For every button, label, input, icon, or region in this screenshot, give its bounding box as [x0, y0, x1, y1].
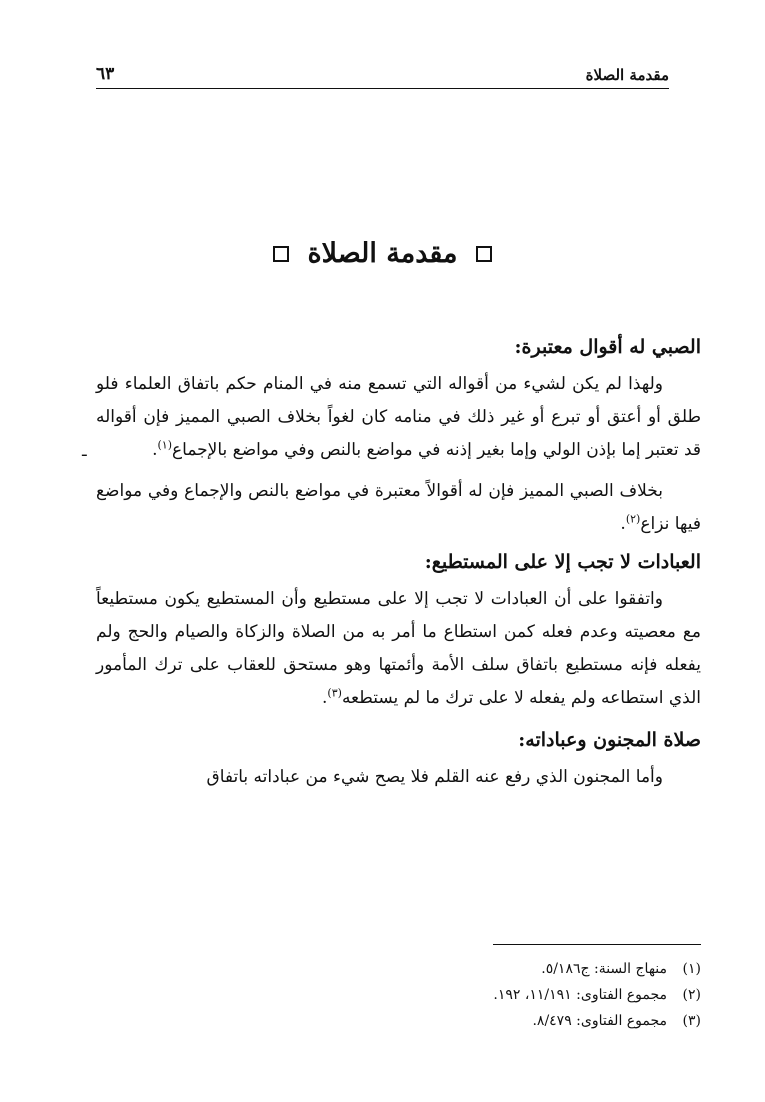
footnote-item — [96, 956, 701, 982]
footnote-ref[interactable]: (١) — [157, 438, 173, 452]
paragraph — [96, 761, 701, 794]
paragraph — [82, 368, 701, 467]
paragraph-text: بخلاف الصبي المميز فإن له أقوالاً معتبرة في مواضع بالنص والإجماع وفي مواضع فيها نزاع — [96, 481, 701, 534]
margin-mark: ـ — [82, 441, 87, 460]
footnotes — [96, 956, 701, 1034]
section-boy-statements — [82, 336, 701, 541]
paragraph-text: وأما المجنون الذي رفع عنه القلم فلا يصح شيء من عباداته باتفاق — [206, 767, 663, 787]
section-heading: صلاة المجنون وعباداته: — [518, 729, 701, 751]
paragraph-text: واتفقوا على أن العبادات لا تجب إلا على مستطيع وأن المستطيع يكون مستطيعاً مع معصيته وعدم فعله كمن استطاع ما أمر به من الصلاة والزكاة والصيام والحج ولم يفعله فإنه مستطيع باتفاق سلف الأمة وأئمتها وهو مستحق للعقاب على ترك المأمور الذي استطاعه ولم يفعله لا على ترك ما لم يستطعه — [96, 589, 701, 708]
running-title: مقدمة الصلاة — [585, 66, 669, 84]
footnote-ref[interactable]: (٢) — [625, 512, 641, 526]
paragraph-end: . — [322, 688, 328, 708]
section-worship-obligation — [96, 551, 701, 715]
page-header — [96, 58, 669, 89]
footnote-text: مجموع الفتاوى: ١١/١٩١، ١٩٢. — [493, 987, 667, 1003]
paragraph-end: . — [152, 440, 158, 460]
footnote-number: (٣) — [682, 1013, 701, 1029]
footnote-text: مجموع الفتاوى: ٨/٤٧٩. — [532, 1013, 667, 1029]
paragraph-text: ولهذا لم يكن لشيء من أقواله التي تسمع منه في المنام حكم باتفاق العلماء فلو طلق أو أعتق أو تبرع أو غير ذلك في منامه كان لغواً بخلاف الصبي المميز فإن أقواله قد تعتبر إما بإذن الولي وإما بغير إذنه في مواضع بالنص وفي مواضع بالإجماع — [96, 374, 701, 460]
footnote-item — [96, 982, 701, 1008]
paragraph-end: . — [620, 514, 626, 534]
square-outline-icon — [273, 246, 289, 262]
main-content — [82, 336, 701, 802]
chapter-title — [0, 238, 765, 269]
square-outline-icon — [476, 246, 492, 262]
paragraph — [96, 583, 701, 715]
footnote-ref[interactable]: (٣) — [327, 686, 342, 700]
chapter-title-text: مقدمة الصلاة — [307, 238, 458, 269]
footnote-item — [96, 1008, 701, 1034]
section-insane-worship — [96, 729, 701, 794]
section-heading: الصبي له أقوال معتبرة: — [514, 336, 701, 358]
section-heading: العبادات لا تجب إلا على المستطيع: — [424, 551, 701, 573]
page-number: ٦٣ — [96, 64, 115, 84]
paragraph — [96, 475, 701, 541]
footnote-number: (١) — [682, 961, 701, 977]
footnote-number: (٢) — [682, 987, 701, 1003]
footnote-divider — [493, 944, 701, 945]
footnote-text: منهاج السنة: ج٥/١٨٦. — [541, 961, 667, 977]
